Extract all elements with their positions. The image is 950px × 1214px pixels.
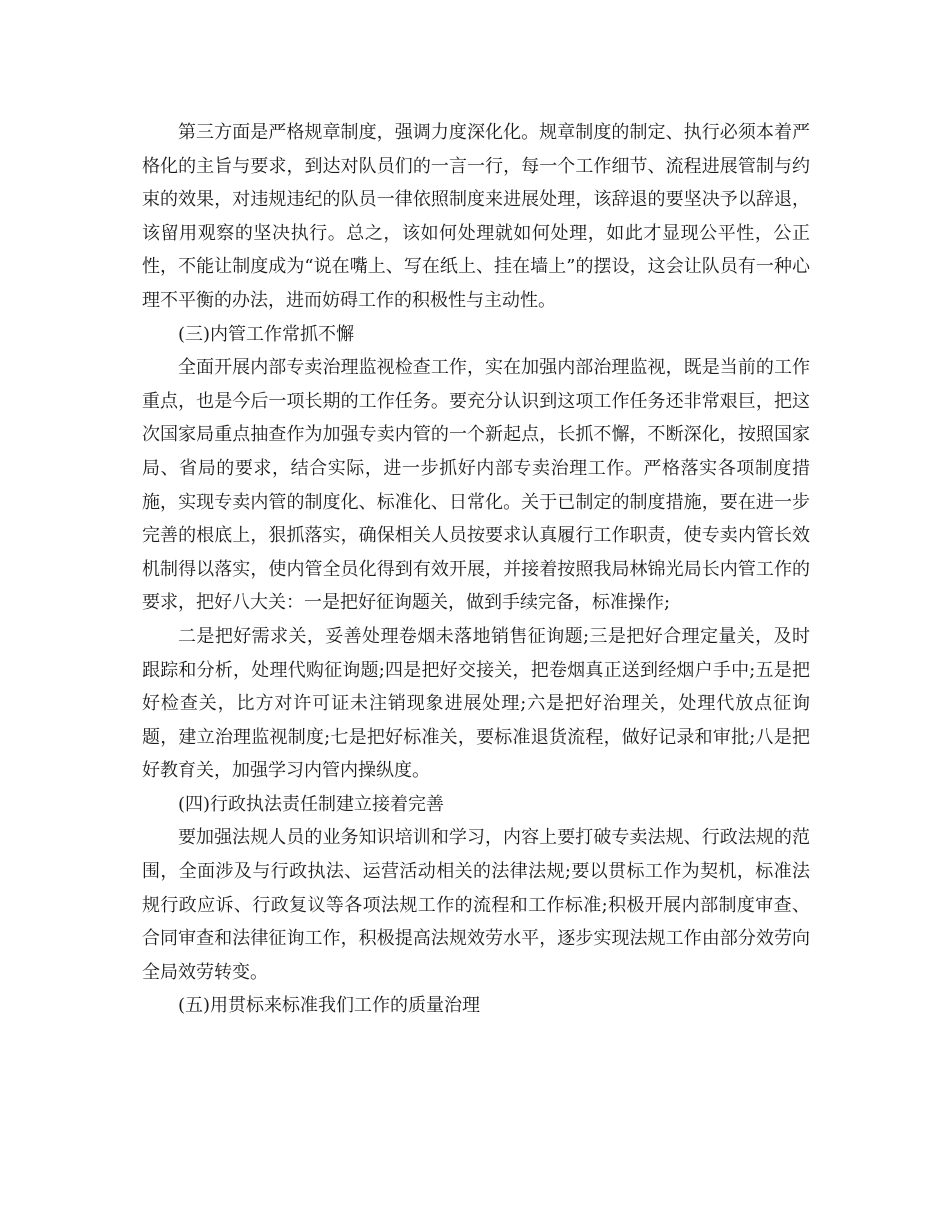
paragraph-rules-enforcement: 第三方面是严格规章制度，强调力度深化化。规章制度的制定、执行必须本着严格化的主旨与要求，到达对队员们的一言一行，每一个工作细节、流程进展管制与约束的效果，对违规违纪的队员一律依照制度来进展处理，该辞退的要坚决予以辞退，该留用观察的坚决执行。总之，该如何处理就如何处理，如此才显现公平性，公正性，不能让制度成为“说在嘴上、写在纸上、挂在墙上”的摆设，这会让队员有一种心理不平衡的办法，进而妨碍工作的积极性与主动性。 xyxy=(142,122,810,311)
document-body xyxy=(142,116,810,1023)
paragraph-legal-training: 要加强法规人员的业务知识培训和学习，内容上要打破专卖法规、行政法规的范围，全面涉及与行政执法、运营活动相关的法律法规;要以贯标工作为契机，标准法规行政应诉、行政复议等各项法规工作的流程和工作标准;积极开展内部制度审查、合同审查和法律征询工作，积极提高法规效劳水平，逐步实现法规工作由部分效劳向全局效劳转变。 xyxy=(142,827,810,983)
paragraph-eight-checkpoints: 二是把好需求关，妥善处理卷烟未落地销售征询题;三是把好合理定量关，及时跟踪和分析，处理代购征询题;四是把好交接关，把卷烟真正送到经烟户手中;五是把好检查关，比方对许可证未注销现象进展处理;六是把好治理关，处理代放点征询题，建立治理监视制度;七是把好标准关，要标准退货流程，做好记录和审批;八是把好教育关，加强学习内管内操纵度。 xyxy=(142,625,810,782)
section-heading-law-enforcement: (四)行政执法责任制建立接着完善 xyxy=(178,793,445,815)
paragraph-internal-supervision: 全面开展内部专卖治理监视检查工作，实在加强内部治理监视，既是当前的工作重点，也是今后一项长期的工作任务。要充分认识到这项工作任务还非常艰巨，把这次国家局重点抽查作为加强专卖内管的一个新起点，长抓不懈，不断深化，按照国家局、省局的要求，结合实际，进一步抓好内部专卖治理工作。严格落实各项制度措施，实现专卖内管的制度化、标准化、日常化。关于已制定的制度措施，要在进一步完善的根底上，狠抓落实，确保相关人员按要求认真履行工作职责，使专卖内管长效机制得以落实，使内管全员化得到有效开展，并接着按照我局林锦光局长内管工作的要求，把好八大关：一是把好征询题关，做到手续完备，标准操作; xyxy=(142,357,810,614)
section-heading-quality-management: (五)用贯标来标准我们工作的质量治理 xyxy=(178,995,481,1017)
section-heading-internal-management: (三)内管工作常抓不懈 xyxy=(178,323,355,345)
